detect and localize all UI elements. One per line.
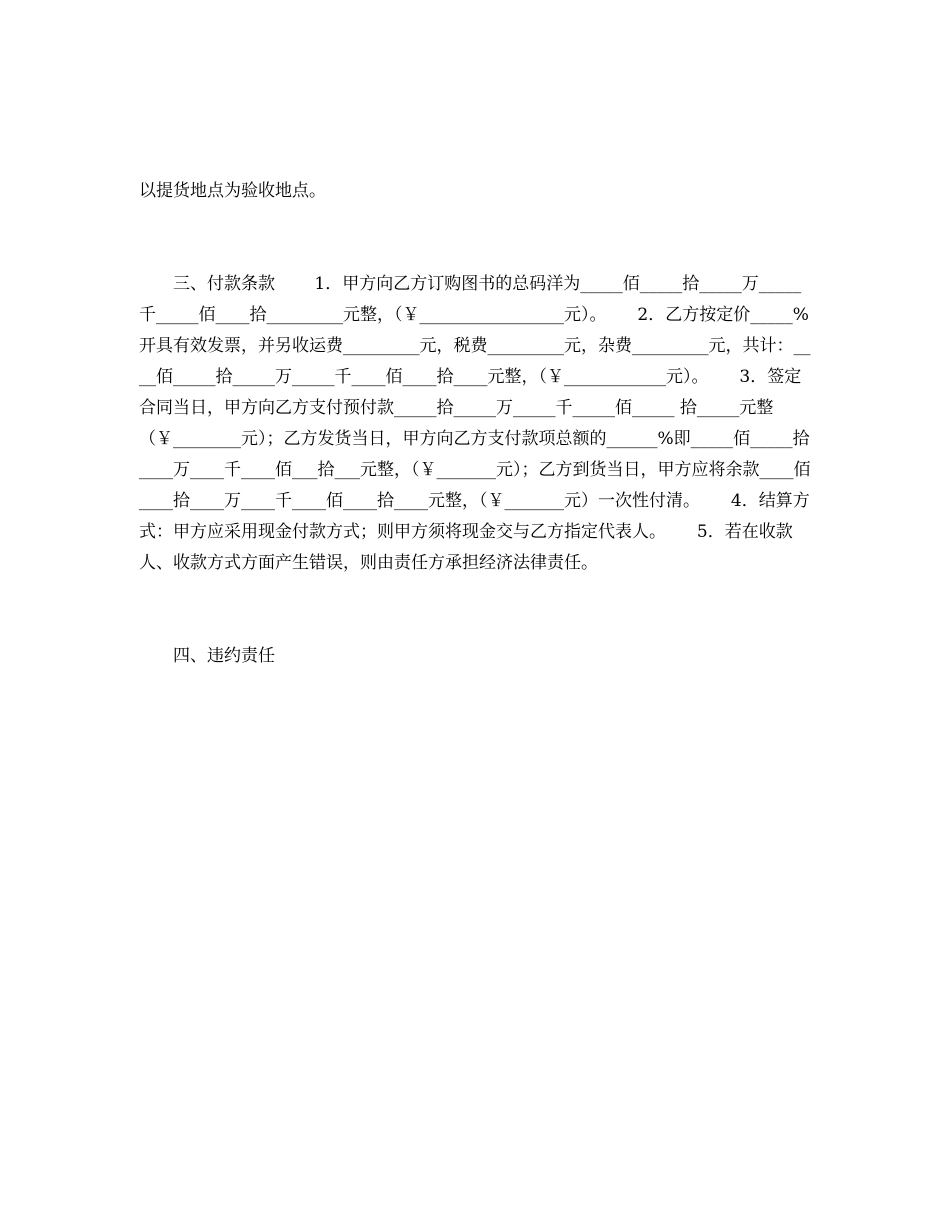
document-body bbox=[139, 114, 811, 734]
paragraph-payment-terms: 三、付款条款 1．甲方向乙方订购图书的总码洋为_____佰_____拾_____万_____千_____佰____拾_________元整，（￥_________________元）。 2．乙方按定价_____%开具有效发票，并另收运费_________元，税费_________元，杂费_________元，共计：____佰_____拾_____万_____千____佰____拾____元整，（￥____________元）。 3．签定合同当日，甲方向乙方支付预付款_____拾_____万_____千_____佰_____ 拾_____元整（￥________元）；乙方发货当日，甲方向乙方支付款项总额的______%即_____佰_____拾____万____千____佰___拾___元整，（￥_______元）；乙方到货当日，甲方应将余款____佰____拾____万____千____佰____拾____元整，（￥_______元）一次性付清。 4．结算方式：甲方应采用现金付款方式；则甲方须将现金交与乙方指定代表人。 5．若在收款人、收款方式方面产生错误，则由责任方承担经济法律责任。 bbox=[139, 274, 811, 573]
paragraph-acceptance-location: 以提货地点为验收地点。 bbox=[139, 181, 326, 201]
paragraph-breach-liability: 四、违约责任 bbox=[173, 646, 275, 666]
